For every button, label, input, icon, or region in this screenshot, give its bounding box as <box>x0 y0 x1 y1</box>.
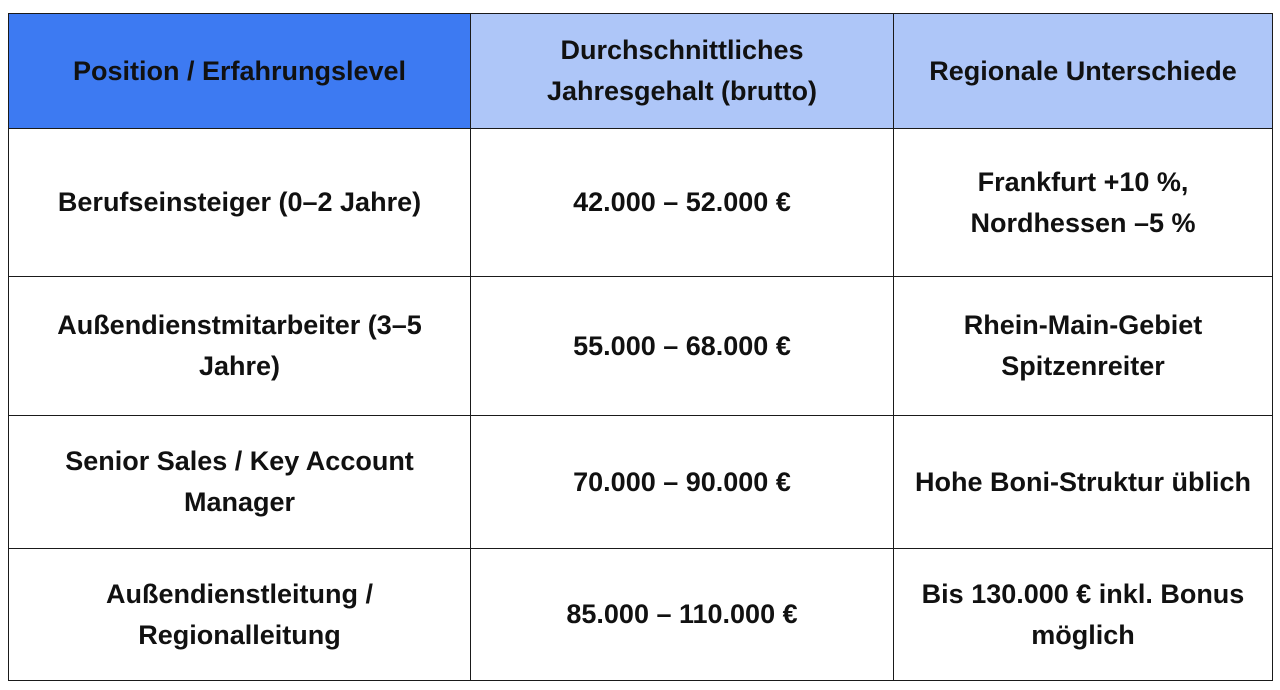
table-body <box>9 129 1273 681</box>
header-position: Position / Erfahrungslevel <box>9 14 471 129</box>
cell-regional: Frankfurt +10 %, Nordhessen –5 % <box>894 129 1273 277</box>
salary-table <box>8 13 1273 681</box>
cell-position: Senior Sales / Key Account Manager <box>9 416 471 549</box>
cell-regional: Bis 130.000 € inkl. Bonus möglich <box>894 549 1273 681</box>
cell-salary: 70.000 – 90.000 € <box>471 416 894 549</box>
cell-regional: Rhein-Main-Gebiet Spitzenreiter <box>894 277 1273 416</box>
cell-salary: 85.000 – 110.000 € <box>471 549 894 681</box>
salary-table-container <box>8 13 1272 681</box>
table-row <box>9 416 1273 549</box>
cell-regional: Hohe Boni-Struktur üblich <box>894 416 1273 549</box>
header-regional: Regionale Unterschiede <box>894 14 1273 129</box>
cell-position: Außendienstmitarbeiter (3–5 Jahre) <box>9 277 471 416</box>
cell-salary: 42.000 – 52.000 € <box>471 129 894 277</box>
cell-position: Berufseinsteiger (0–2 Jahre) <box>9 129 471 277</box>
header-salary: Durchschnittliches Jahresgehalt (brutto) <box>471 14 894 129</box>
table-header <box>9 14 1273 129</box>
cell-salary: 55.000 – 68.000 € <box>471 277 894 416</box>
table-row <box>9 549 1273 681</box>
header-row <box>9 14 1273 129</box>
table-row <box>9 129 1273 277</box>
cell-position: Außendienstleitung / Regionalleitung <box>9 549 471 681</box>
table-row <box>9 277 1273 416</box>
